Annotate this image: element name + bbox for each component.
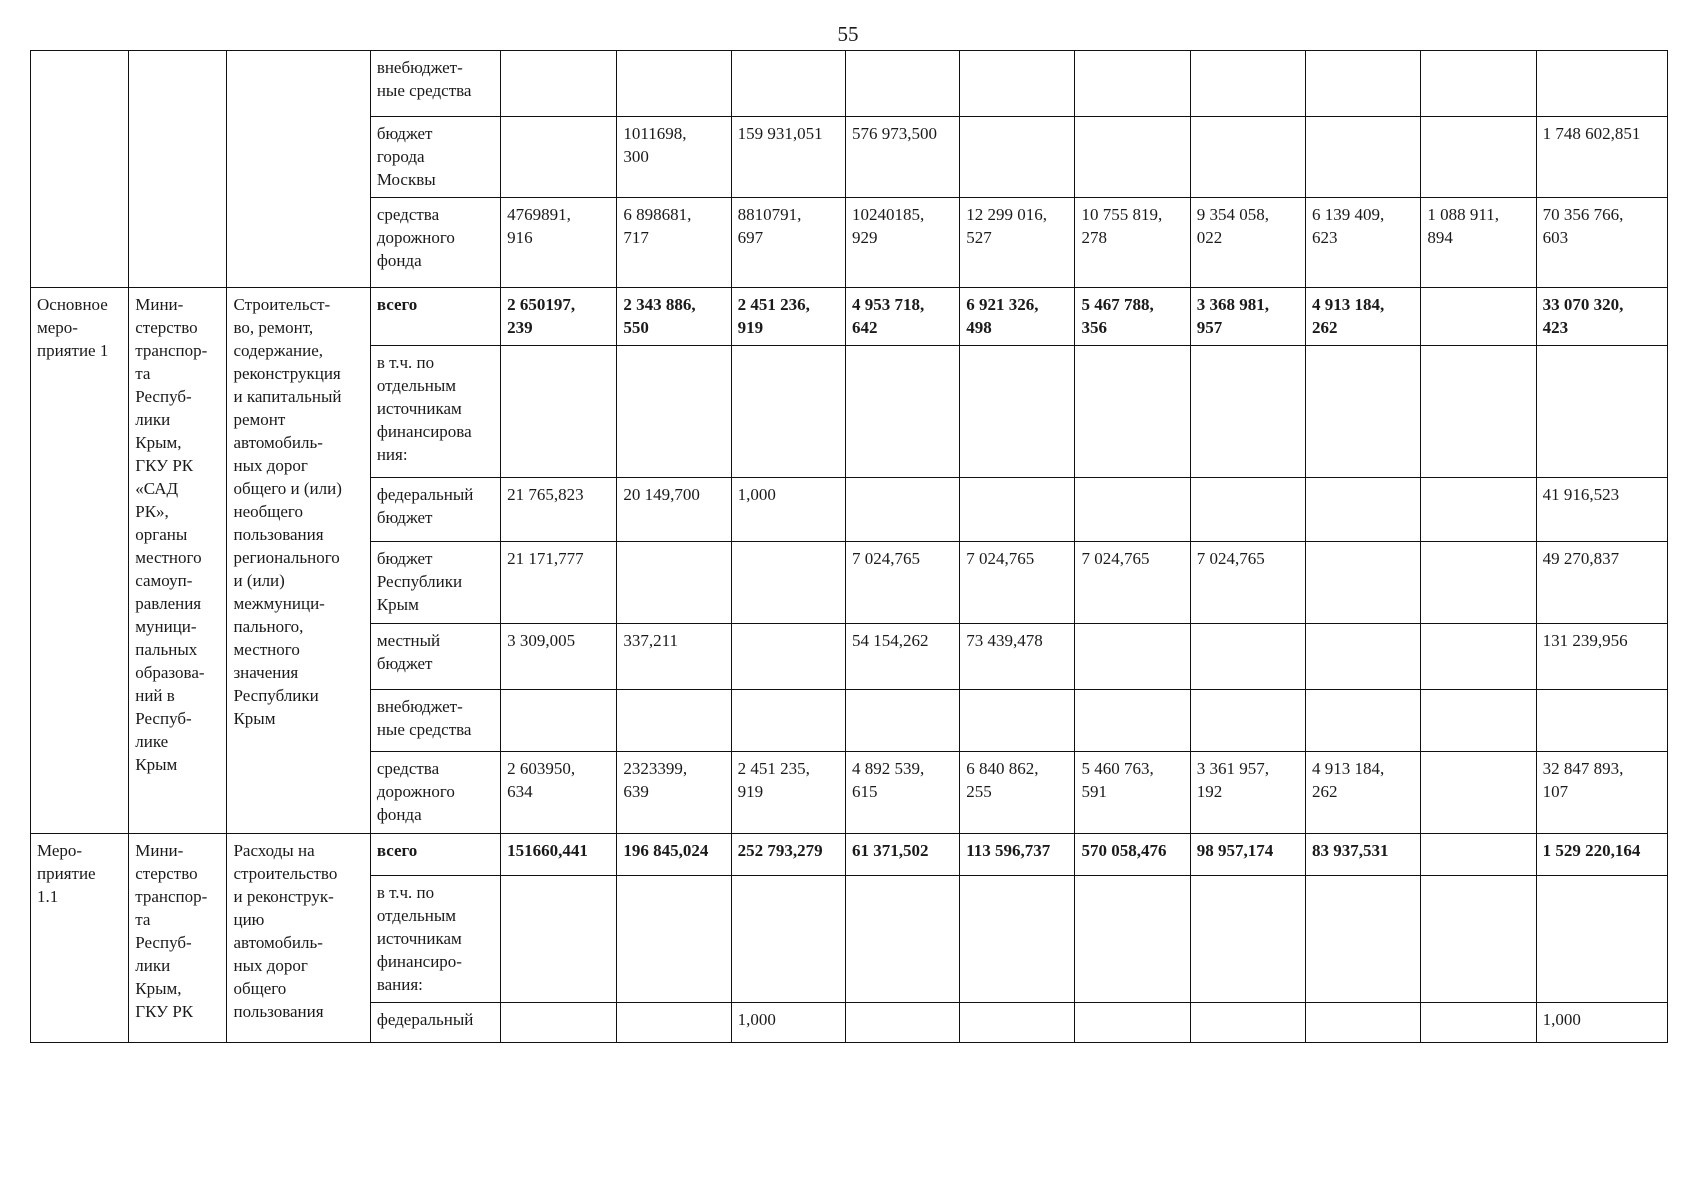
year-value-cell <box>1306 51 1421 117</box>
year-value-cell <box>617 876 731 1003</box>
funding-source-cell: средства дорожного фонда <box>370 198 500 288</box>
total-value-cell: 49 270,837 <box>1536 542 1667 624</box>
year-value-cell <box>1421 542 1536 624</box>
total-value-cell: 32 847 893, 107 <box>1536 752 1667 834</box>
year-value-cell <box>1421 288 1536 346</box>
year-value-cell <box>617 542 731 624</box>
description-cell: Расходы на строительство и реконструк- цию автомобиль- ных дорог общего пользования <box>227 834 370 1043</box>
year-value-cell <box>1190 478 1305 542</box>
year-value-cell <box>1306 690 1421 752</box>
year-value-cell: 21 171,777 <box>501 542 617 624</box>
year-value-cell <box>731 51 845 117</box>
year-value-cell <box>1075 1003 1190 1043</box>
year-value-cell <box>1075 117 1190 198</box>
year-value-cell <box>1421 834 1536 876</box>
year-value-cell: 1,000 <box>731 1003 845 1043</box>
year-value-cell <box>501 51 617 117</box>
year-value-cell <box>617 690 731 752</box>
year-value-cell <box>1421 51 1536 117</box>
year-value-cell: 54 154,262 <box>845 624 959 690</box>
year-value-cell <box>1421 478 1536 542</box>
year-value-cell: 4 913 184, 262 <box>1306 752 1421 834</box>
year-value-cell <box>960 1003 1075 1043</box>
year-value-cell <box>845 346 959 478</box>
year-value-cell: 337,211 <box>617 624 731 690</box>
year-value-cell: 73 439,478 <box>960 624 1075 690</box>
year-value-cell: 83 937,531 <box>1306 834 1421 876</box>
table-body <box>31 51 1668 1043</box>
total-value-cell <box>1536 690 1667 752</box>
year-value-cell <box>501 117 617 198</box>
year-value-cell <box>1306 876 1421 1003</box>
year-value-cell: 7 024,765 <box>1190 542 1305 624</box>
total-value-cell: 70 356 766, 603 <box>1536 198 1667 288</box>
year-value-cell: 2 603950, 634 <box>501 752 617 834</box>
year-value-cell: 6 840 862, 255 <box>960 752 1075 834</box>
table-row <box>31 288 1668 346</box>
funding-table <box>30 50 1668 1043</box>
year-value-cell: 2 650197, 239 <box>501 288 617 346</box>
funding-source-cell: внебюджет- ные средства <box>370 690 500 752</box>
year-value-cell <box>960 117 1075 198</box>
funding-source-cell: внебюджет- ные средства <box>370 51 500 117</box>
year-value-cell: 61 371,502 <box>845 834 959 876</box>
funding-source-cell: всего <box>370 834 500 876</box>
year-value-cell <box>1075 478 1190 542</box>
year-value-cell <box>617 1003 731 1043</box>
year-value-cell: 1 088 911, 894 <box>1421 198 1536 288</box>
year-value-cell: 570 058,476 <box>1075 834 1190 876</box>
year-value-cell <box>845 1003 959 1043</box>
year-value-cell <box>731 876 845 1003</box>
year-value-cell <box>1190 690 1305 752</box>
year-value-cell <box>960 690 1075 752</box>
year-value-cell <box>731 624 845 690</box>
total-value-cell: 1,000 <box>1536 1003 1667 1043</box>
year-value-cell <box>731 346 845 478</box>
total-value-cell: 1 748 602,851 <box>1536 117 1667 198</box>
year-value-cell: 113 596,737 <box>960 834 1075 876</box>
funding-source-cell: бюджет Республики Крым <box>370 542 500 624</box>
year-value-cell <box>960 876 1075 1003</box>
year-value-cell <box>1306 542 1421 624</box>
year-value-cell: 4769891, 916 <box>501 198 617 288</box>
year-value-cell <box>1075 624 1190 690</box>
year-value-cell: 4 892 539, 615 <box>845 752 959 834</box>
year-value-cell <box>1421 690 1536 752</box>
year-value-cell <box>1421 346 1536 478</box>
year-value-cell <box>731 542 845 624</box>
year-value-cell <box>845 876 959 1003</box>
year-value-cell <box>960 478 1075 542</box>
year-value-cell: 1,000 <box>731 478 845 542</box>
total-value-cell <box>1536 51 1667 117</box>
year-value-cell: 576 973,500 <box>845 117 959 198</box>
year-value-cell: 8810791, 697 <box>731 198 845 288</box>
year-value-cell <box>1075 690 1190 752</box>
year-value-cell: 1011698, 300 <box>617 117 731 198</box>
year-value-cell <box>845 51 959 117</box>
total-value-cell: 1 529 220,164 <box>1536 834 1667 876</box>
year-value-cell <box>960 51 1075 117</box>
year-value-cell: 10 755 819, 278 <box>1075 198 1190 288</box>
year-value-cell: 6 898681, 717 <box>617 198 731 288</box>
event-cell: Основное меро- приятие 1 <box>31 288 129 834</box>
total-value-cell: 131 239,956 <box>1536 624 1667 690</box>
year-value-cell: 3 309,005 <box>501 624 617 690</box>
year-value-cell <box>1421 117 1536 198</box>
year-value-cell <box>1421 1003 1536 1043</box>
year-value-cell: 4 913 184, 262 <box>1306 288 1421 346</box>
year-value-cell <box>731 690 845 752</box>
year-value-cell <box>845 690 959 752</box>
year-value-cell <box>1075 346 1190 478</box>
year-value-cell: 7 024,765 <box>845 542 959 624</box>
year-value-cell: 98 957,174 <box>1190 834 1305 876</box>
year-value-cell: 20 149,700 <box>617 478 731 542</box>
total-value-cell <box>1536 346 1667 478</box>
year-value-cell: 2 451 235, 919 <box>731 752 845 834</box>
event-cell <box>31 51 129 288</box>
page-number: 55 <box>837 22 859 46</box>
year-value-cell <box>1421 876 1536 1003</box>
year-value-cell <box>501 346 617 478</box>
executor-cell <box>129 51 227 288</box>
funding-source-cell: в т.ч. по отдельным источникам финансиро- вания: <box>370 876 500 1003</box>
funding-source-cell: в т.ч. по отдельным источникам финансирова ния: <box>370 346 500 478</box>
year-value-cell <box>1190 346 1305 478</box>
funding-source-cell: местный бюджет <box>370 624 500 690</box>
year-value-cell: 5 467 788, 356 <box>1075 288 1190 346</box>
year-value-cell <box>1190 51 1305 117</box>
funding-source-cell: средства дорожного фонда <box>370 752 500 834</box>
year-value-cell: 7 024,765 <box>1075 542 1190 624</box>
year-value-cell: 6 139 409, 623 <box>1306 198 1421 288</box>
description-cell: Строительст- во, ремонт, содержание, реконструкция и капитальный ремонт автомобиль- ных дорог общего и (или) необщего пользования регионального и (или) межмуници- пального, местного значения Республики Крым <box>227 288 370 834</box>
year-value-cell <box>501 690 617 752</box>
year-value-cell: 9 354 058, 022 <box>1190 198 1305 288</box>
year-value-cell <box>1306 117 1421 198</box>
year-value-cell: 7 024,765 <box>960 542 1075 624</box>
year-value-cell <box>617 346 731 478</box>
executor-cell: Мини- стерство транспор- та Респуб- лики Крым, ГКУ РК «САД РК», органы местного самоуп- равления муници- пальных образова- ний в Респуб- лике Крым <box>129 288 227 834</box>
year-value-cell: 2 343 886, 550 <box>617 288 731 346</box>
year-value-cell: 2 451 236, 919 <box>731 288 845 346</box>
year-value-cell <box>1190 624 1305 690</box>
year-value-cell <box>1306 346 1421 478</box>
event-cell: Меро- приятие 1.1 <box>31 834 129 1043</box>
year-value-cell: 151660,441 <box>501 834 617 876</box>
year-value-cell: 5 460 763, 591 <box>1075 752 1190 834</box>
funding-source-cell: федеральный бюджет <box>370 478 500 542</box>
total-value-cell: 41 916,523 <box>1536 478 1667 542</box>
year-value-cell: 21 765,823 <box>501 478 617 542</box>
year-value-cell: 2323399, 639 <box>617 752 731 834</box>
year-value-cell <box>1306 624 1421 690</box>
year-value-cell <box>1421 624 1536 690</box>
total-value-cell <box>1536 876 1667 1003</box>
year-value-cell <box>1421 752 1536 834</box>
year-value-cell: 196 845,024 <box>617 834 731 876</box>
year-value-cell <box>1190 876 1305 1003</box>
year-value-cell <box>617 51 731 117</box>
year-value-cell <box>1075 876 1190 1003</box>
year-value-cell <box>501 876 617 1003</box>
funding-source-cell: федеральный <box>370 1003 500 1043</box>
executor-cell: Мини- стерство транспор- та Респуб- лики Крым, ГКУ РК <box>129 834 227 1043</box>
year-value-cell: 6 921 326, 498 <box>960 288 1075 346</box>
year-value-cell: 4 953 718, 642 <box>845 288 959 346</box>
table-row <box>31 834 1668 876</box>
funding-source-cell: бюджет города Москвы <box>370 117 500 198</box>
year-value-cell <box>1306 1003 1421 1043</box>
year-value-cell <box>1075 51 1190 117</box>
year-value-cell <box>960 346 1075 478</box>
year-value-cell <box>501 1003 617 1043</box>
year-value-cell <box>1306 478 1421 542</box>
year-value-cell <box>1190 117 1305 198</box>
year-value-cell: 3 368 981, 957 <box>1190 288 1305 346</box>
year-value-cell: 252 793,279 <box>731 834 845 876</box>
year-value-cell: 159 931,051 <box>731 117 845 198</box>
year-value-cell <box>1190 1003 1305 1043</box>
funding-source-cell: всего <box>370 288 500 346</box>
year-value-cell: 3 361 957, 192 <box>1190 752 1305 834</box>
year-value-cell: 10240185, 929 <box>845 198 959 288</box>
year-value-cell: 12 299 016, 527 <box>960 198 1075 288</box>
year-value-cell <box>845 478 959 542</box>
table-row <box>31 51 1668 117</box>
total-value-cell: 33 070 320, 423 <box>1536 288 1667 346</box>
description-cell <box>227 51 370 288</box>
